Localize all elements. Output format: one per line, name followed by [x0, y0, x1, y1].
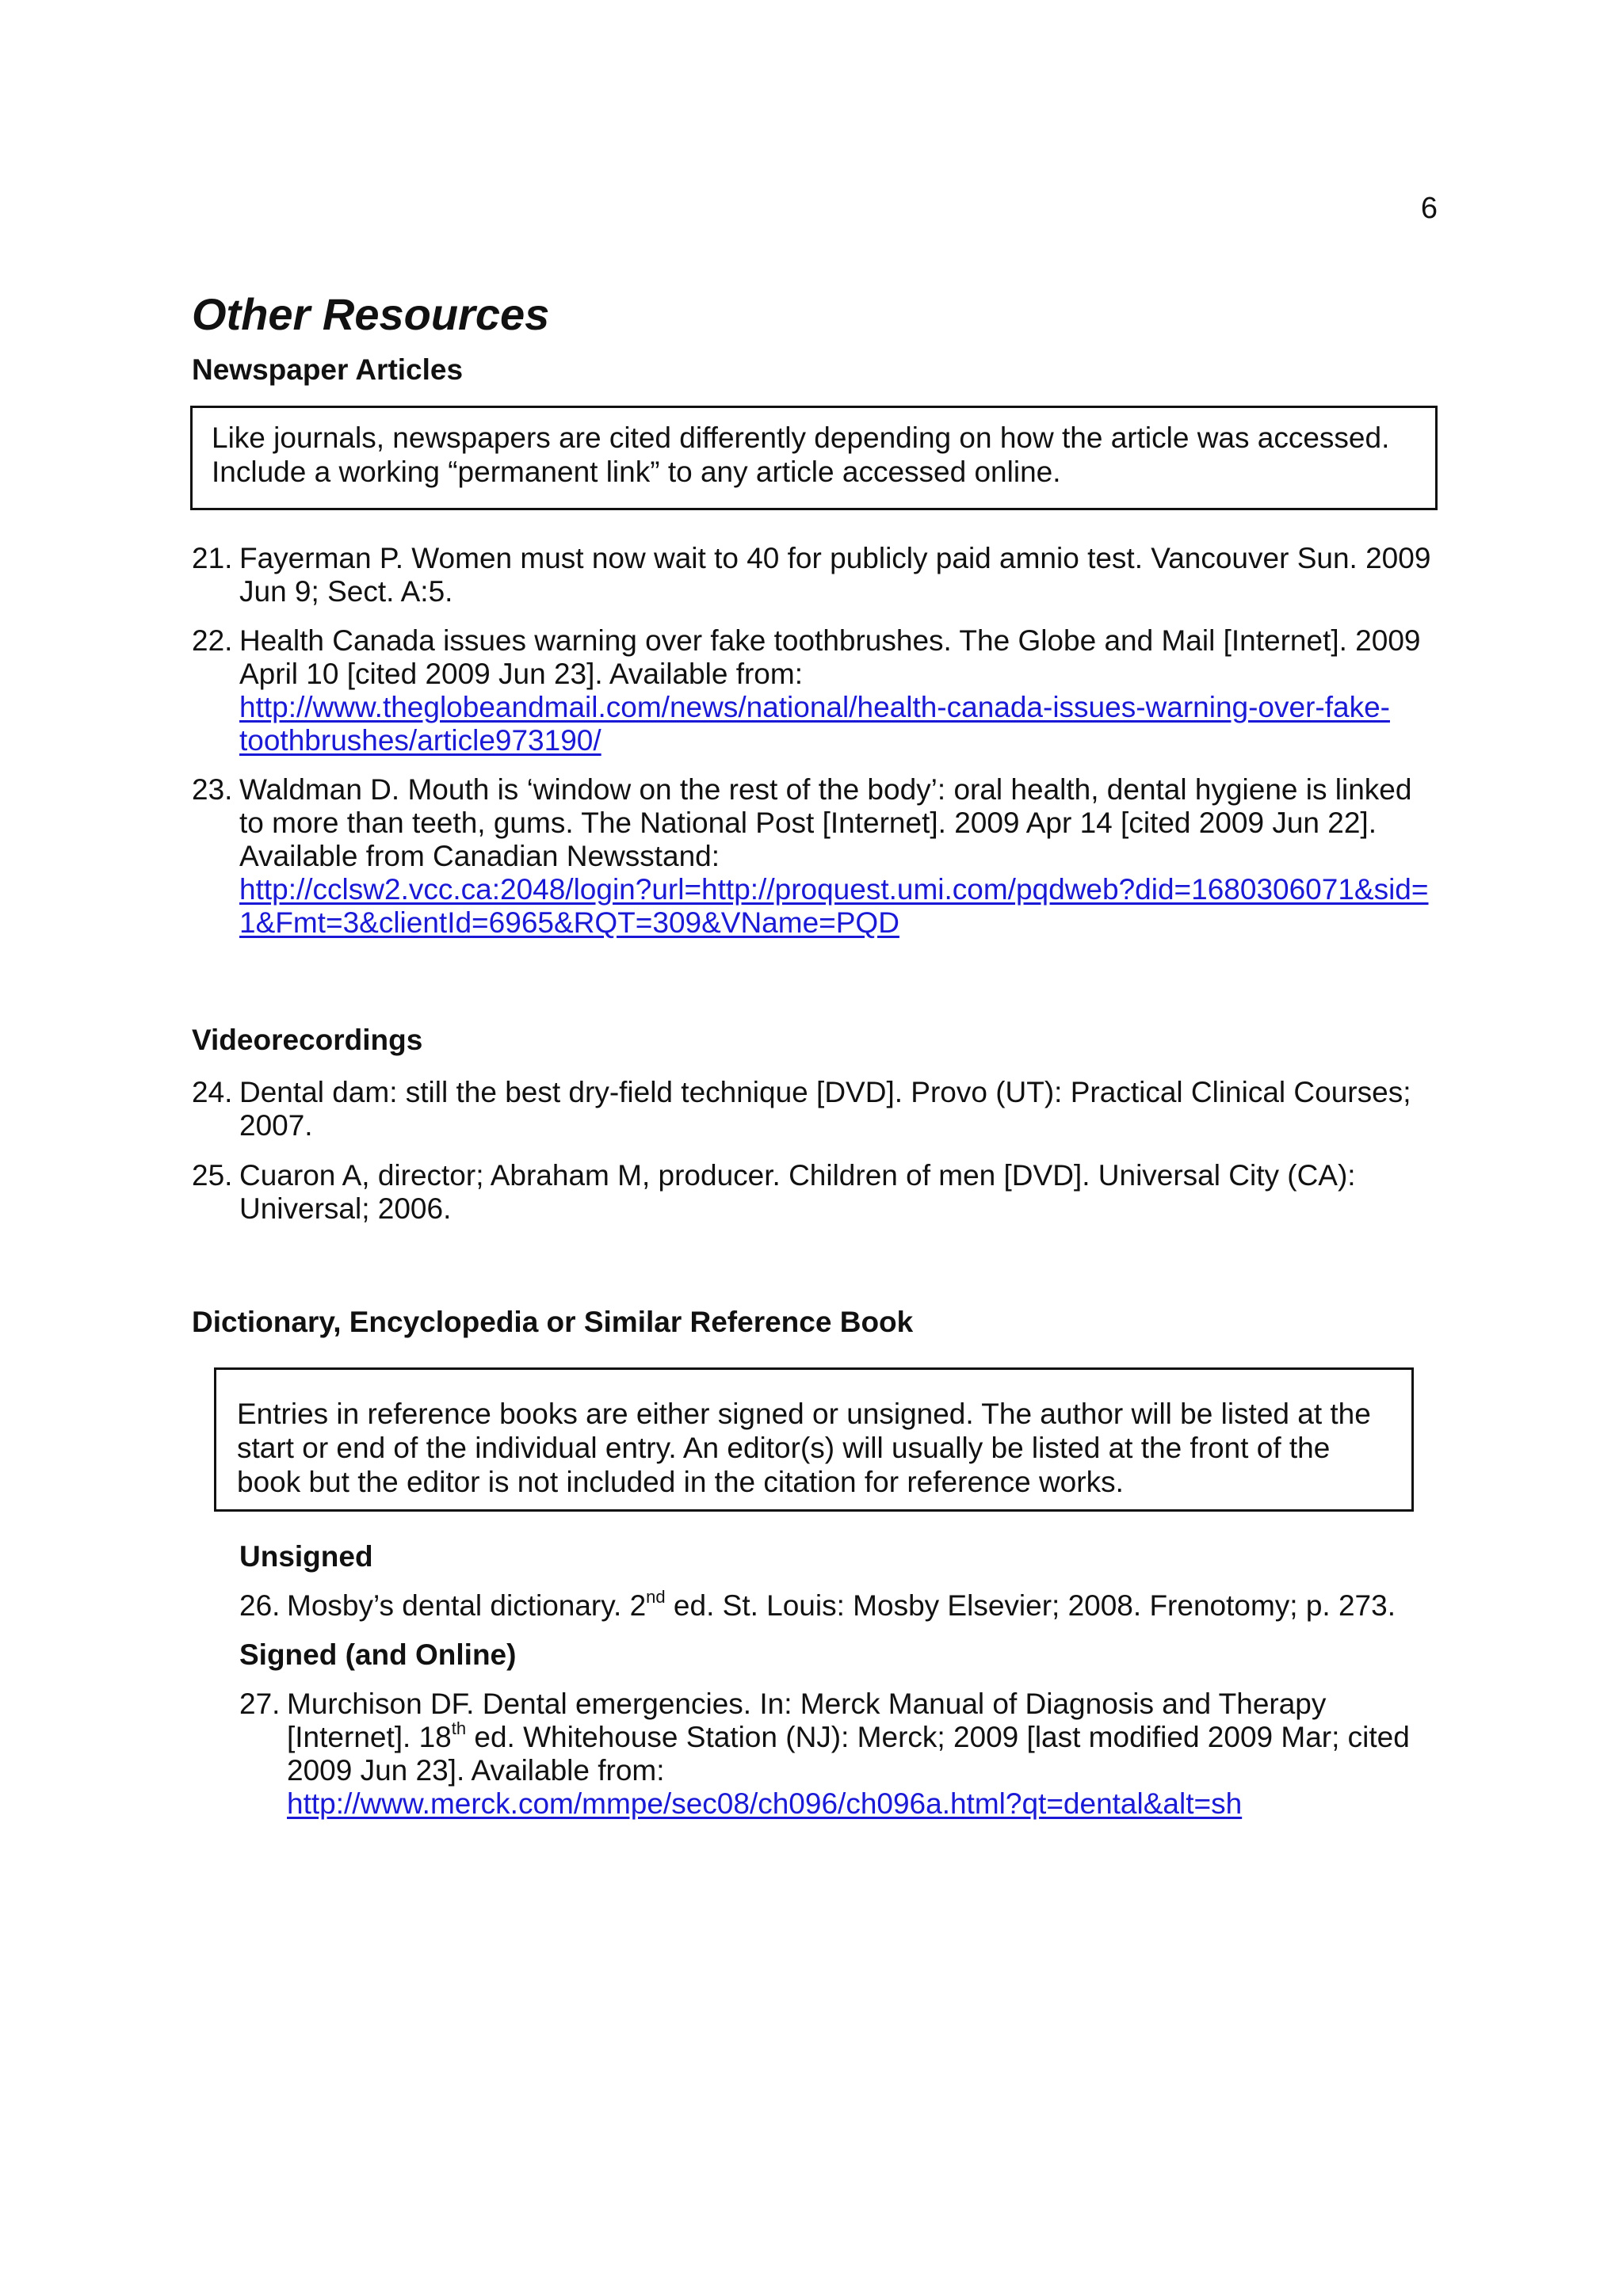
section-heading-dictionary: Dictionary, Encyclopedia or Similar Reference Book	[192, 1306, 914, 1338]
reference-number: 23.	[192, 773, 233, 806]
note-line: Like journals, newspapers are cited differently depending on how the article was accessed.	[212, 421, 1390, 454]
reference-link[interactable]: http://www.merck.com/mmpe/sec08/ch096/ch096a.html?qt=dental&alt=sh	[287, 1787, 1243, 1820]
reference-text: April 10 [cited 2009 Jun 23]. Available from:	[239, 658, 803, 690]
subheading-signed-online: Signed (and Online)	[239, 1638, 517, 1671]
reference-text: Health Canada issues warning over fake toothbrushes. The Globe and Mail [Internet]. 2009	[239, 624, 1421, 657]
reference-number: 24.	[192, 1076, 233, 1108]
reference-text: Murchison DF. Dental emergencies. In: Merck Manual of Diagnosis and Therapy	[287, 1688, 1327, 1720]
reference-text: to more than teeth, gums. The National Post [Internet]. 2009 Apr 14 [cited 2009 Jun 22].	[239, 807, 1377, 839]
reference-number: 25.	[192, 1159, 233, 1192]
superscript: nd	[646, 1587, 666, 1607]
reference-text: Jun 9; Sect. A:5.	[239, 575, 453, 608]
superscript: th	[451, 1718, 467, 1738]
reference-link[interactable]: toothbrushes/article973190/	[239, 724, 601, 757]
reference-text: [Internet]. 18	[287, 1721, 452, 1753]
reference-25	[192, 1159, 1460, 1230]
section-heading-newspaper: Newspaper Articles	[192, 353, 464, 386]
reference-text: 2007.	[239, 1109, 313, 1142]
reference-text: ed. St. Louis: Mosby Elsevier; 2008. Frenotomy; p. 273.	[665, 1589, 1396, 1622]
reference-text: Dental dam: still the best dry-field technique [DVD]. Provo (UT): Practical Clinical Courses;	[239, 1076, 1411, 1108]
subheading-unsigned: Unsigned	[239, 1540, 373, 1573]
page-title: Other Resources	[192, 289, 550, 339]
reference-26	[239, 1589, 1460, 1626]
reference-text: Fayerman P. Women must now wait to 40 for publicly paid amnio test. Vancouver Sun. 2009	[239, 542, 1431, 574]
note-line: book but the editor is not included in the citation for reference works.	[237, 1466, 1124, 1498]
note-line: start or end of the individual entry. An editor(s) will usually be listed at the front of the	[237, 1432, 1331, 1464]
reference-link[interactable]: 1&Fmt=3&clientId=6965&RQT=309&VName=PQD	[239, 906, 899, 939]
dictionary-note-box	[214, 1367, 1414, 1512]
reference-21	[192, 542, 1460, 613]
reference-link[interactable]: http://www.theglobeandmail.com/news/national/health-canada-issues-warning-over-fake-	[239, 691, 1390, 723]
reference-27	[239, 1688, 1460, 1830]
newspaper-note-box	[190, 406, 1438, 510]
page-number: 6	[1420, 192, 1438, 225]
reference-number: 22.	[192, 624, 233, 657]
reference-number: 21.	[192, 542, 233, 574]
reference-text: Available from Canadian Newsstand:	[239, 840, 720, 872]
reference-text: Mosby’s dental dictionary. 2	[287, 1589, 647, 1622]
reference-22	[192, 624, 1460, 763]
reference-24	[192, 1076, 1460, 1147]
reference-text: 2009 Jun 23]. Available from:	[287, 1754, 665, 1787]
note-line: Include a working “permanent link” to any article accessed online.	[212, 456, 1061, 488]
reference-text: Cuaron A, director; Abraham M, producer. Children of men [DVD]. Universal City (CA):	[239, 1159, 1356, 1192]
reference-number: 26.	[239, 1589, 281, 1622]
reference-text: Universal; 2006.	[239, 1192, 452, 1225]
note-line: Entries in reference books are either signed or unsigned. The author will be listed at the	[237, 1398, 1371, 1430]
reference-text: ed. Whitehouse Station (NJ): Merck; 2009 [last modified 2009 Mar; cited	[466, 1721, 1410, 1753]
reference-text: Waldman D. Mouth is ‘window on the rest of the body’: oral health, dental hygiene is linked	[239, 773, 1412, 806]
reference-number: 27.	[239, 1688, 281, 1720]
reference-link[interactable]: http://cclsw2.vcc.ca:2048/login?url=http://proquest.umi.com/pqdweb?did=1680306071&sid=	[239, 873, 1429, 906]
section-heading-videorecordings: Videorecordings	[192, 1024, 423, 1056]
reference-23	[192, 773, 1460, 948]
